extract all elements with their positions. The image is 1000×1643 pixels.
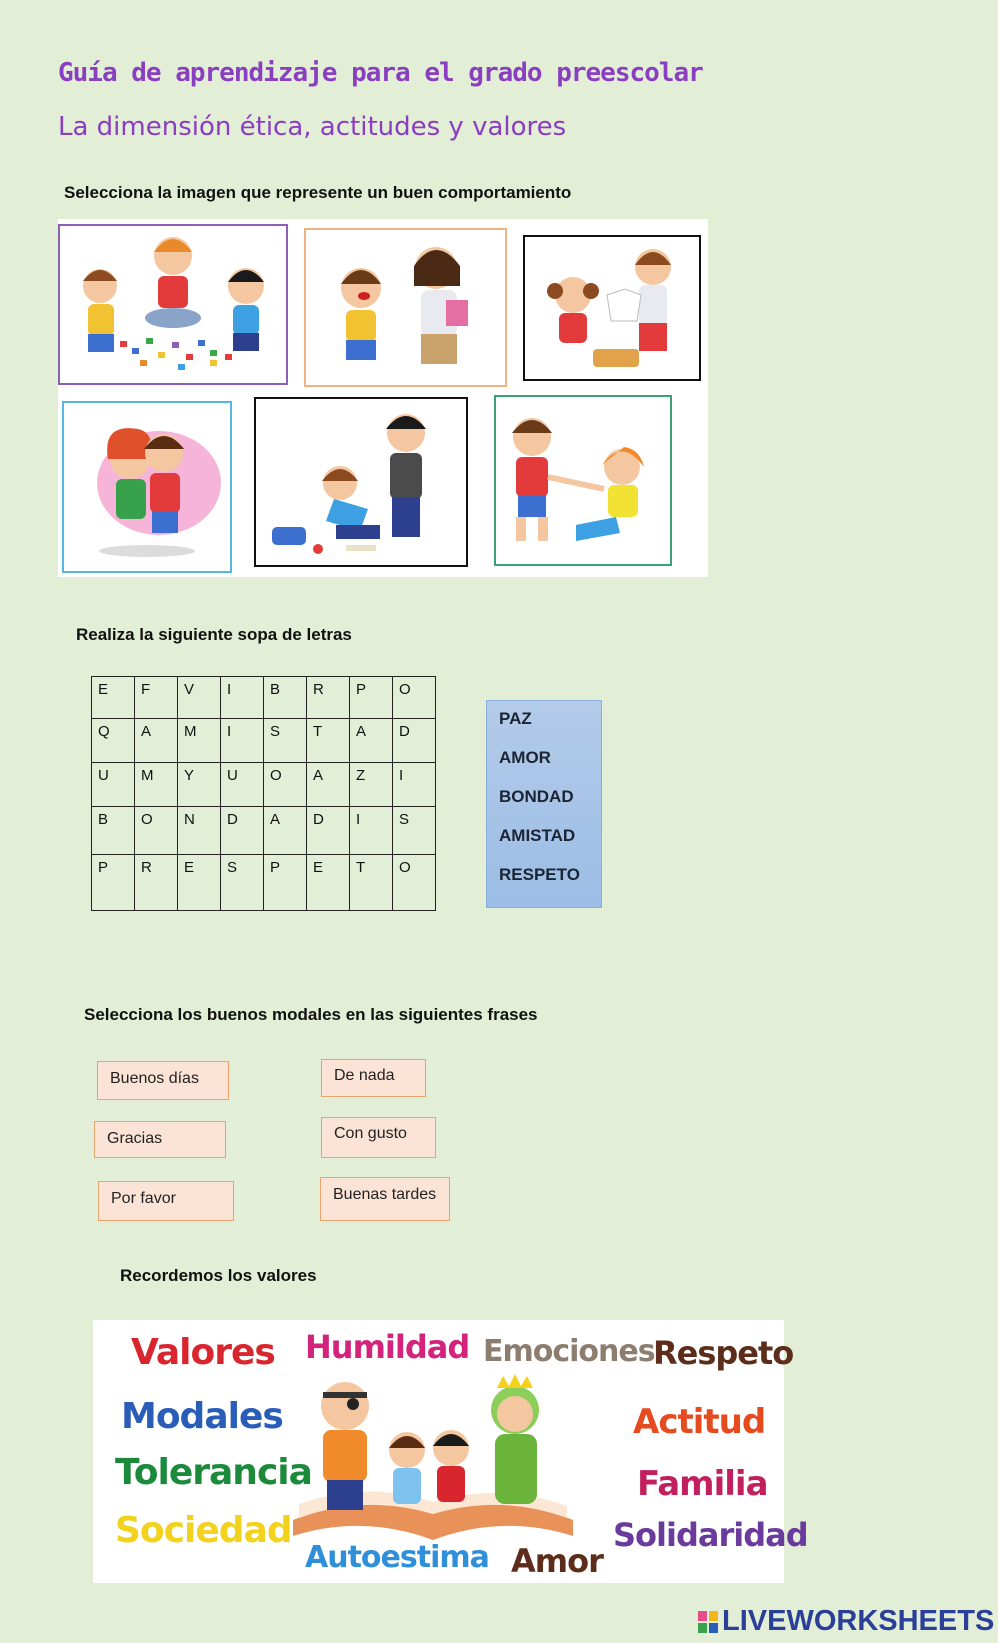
grid-cell[interactable]: D — [393, 719, 436, 763]
poster-word: Respeto — [653, 1334, 794, 1372]
grid-cell[interactable]: O — [264, 763, 307, 807]
grid-row — [92, 807, 436, 855]
poster-word: Familia — [637, 1464, 768, 1504]
phrase-buenos-dias[interactable]: Buenos días — [97, 1061, 229, 1100]
laundry-illustration — [525, 237, 699, 379]
grid-cell[interactable]: O — [135, 807, 178, 855]
poster-word: Humildad — [305, 1328, 470, 1366]
page-title: Guía de aprendizaje para el grado preescolar — [58, 58, 703, 88]
phrase-por-favor[interactable]: Por favor — [98, 1181, 234, 1221]
grid-cell[interactable]: O — [393, 855, 436, 911]
section1-instruction: Selecciona la imagen que represente un buen comportamiento — [64, 183, 572, 202]
image-children-playing-blocks[interactable] — [58, 224, 288, 385]
grid-row — [92, 677, 436, 719]
child-yelling-illustration — [306, 230, 505, 385]
grid-cell[interactable]: P — [350, 677, 393, 719]
grid-cell[interactable]: V — [178, 677, 221, 719]
liveworksheets-logo-icon — [698, 1611, 718, 1633]
phrase-de-nada[interactable]: De nada — [321, 1059, 426, 1097]
grid-cell[interactable]: Z — [350, 763, 393, 807]
grid-cell[interactable]: I — [393, 763, 436, 807]
image-boy-helping-girl-up[interactable] — [494, 395, 672, 566]
grid-row — [92, 763, 436, 807]
grid-cell[interactable]: E — [307, 855, 350, 911]
grid-cell[interactable]: E — [178, 855, 221, 911]
word-item: AMOR — [499, 748, 551, 767]
grid-cell[interactable]: A — [264, 807, 307, 855]
section3-instruction: Selecciona los buenos modales en las siguientes frases — [84, 1005, 538, 1024]
grid-cell[interactable]: A — [307, 763, 350, 807]
grid-cell[interactable]: Q — [92, 719, 135, 763]
children-playing-blocks-illustration — [60, 226, 286, 383]
phrase-con-gusto[interactable]: Con gusto — [321, 1117, 436, 1158]
children-on-book-illustration — [283, 1370, 583, 1545]
grid-cell[interactable]: T — [350, 855, 393, 911]
pushing-illustration — [256, 399, 466, 565]
poster-word: Amor — [511, 1542, 603, 1580]
grid-cell[interactable]: N — [178, 807, 221, 855]
word-item: BONDAD — [499, 787, 574, 806]
poster-word: Sociedad — [115, 1510, 292, 1551]
poster-word: Tolerancia — [115, 1452, 312, 1493]
helping-up-illustration — [496, 397, 670, 564]
poster-word: Actitud — [633, 1402, 766, 1442]
image-child-yelling-at-mother[interactable] — [304, 228, 507, 387]
word-item: AMISTAD — [499, 826, 576, 845]
word-item: RESPETO — [499, 865, 580, 884]
poster-word: Emociones — [483, 1334, 655, 1369]
grid-cell[interactable]: U — [92, 763, 135, 807]
poster-word: Modales — [121, 1396, 283, 1437]
phrase-gracias[interactable]: Gracias — [94, 1121, 226, 1158]
grid-cell[interactable]: I — [221, 719, 264, 763]
section2-instruction: Realiza la siguiente sopa de letras — [76, 625, 352, 644]
grid-cell[interactable]: F — [135, 677, 178, 719]
grid-cell[interactable]: Y — [178, 763, 221, 807]
grid-cell[interactable]: B — [264, 677, 307, 719]
poster-word: Solidaridad — [613, 1516, 808, 1554]
page-subtitle: La dimensión ética, actitudes y valores — [58, 112, 567, 142]
grid-cell[interactable]: S — [393, 807, 436, 855]
grid-cell[interactable]: A — [350, 719, 393, 763]
grid-cell[interactable]: O — [393, 677, 436, 719]
grid-cell[interactable]: R — [307, 677, 350, 719]
grid-cell[interactable]: E — [92, 677, 135, 719]
grid-cell[interactable]: A — [135, 719, 178, 763]
word-search-grid — [91, 676, 436, 911]
grid-cell[interactable]: D — [221, 807, 264, 855]
grid-cell[interactable]: U — [221, 763, 264, 807]
grid-cell[interactable]: I — [221, 677, 264, 719]
grid-cell[interactable]: M — [135, 763, 178, 807]
phrase-buenas-tardes[interactable]: Buenas tardes — [320, 1177, 450, 1221]
grid-cell[interactable]: P — [92, 855, 135, 911]
grid-row — [92, 855, 436, 911]
grid-cell[interactable]: D — [307, 807, 350, 855]
grid-cell[interactable]: S — [221, 855, 264, 911]
behavior-images — [58, 219, 708, 577]
image-boy-pushing-girl[interactable] — [254, 397, 468, 567]
image-children-hugging[interactable] — [62, 401, 232, 573]
word-item: PAZ — [499, 709, 532, 728]
grid-cell[interactable]: R — [135, 855, 178, 911]
word-list-box — [486, 700, 602, 908]
section4-instruction: Recordemos los valores — [120, 1266, 317, 1285]
image-girl-helping-mother-laundry[interactable] — [523, 235, 701, 381]
grid-cell[interactable]: B — [92, 807, 135, 855]
hugging-illustration — [64, 403, 230, 571]
grid-cell[interactable]: P — [264, 855, 307, 911]
grid-cell[interactable]: I — [350, 807, 393, 855]
poster-word: Autoestima — [305, 1540, 489, 1575]
grid-cell[interactable]: M — [178, 719, 221, 763]
grid-cell[interactable]: S — [264, 719, 307, 763]
values-poster — [93, 1320, 808, 1583]
grid-row — [92, 719, 436, 763]
liveworksheets-brand: LIVEWORKSHEETS — [722, 1605, 995, 1637]
grid-cell[interactable]: T — [307, 719, 350, 763]
poster-word: Valores — [131, 1332, 275, 1373]
